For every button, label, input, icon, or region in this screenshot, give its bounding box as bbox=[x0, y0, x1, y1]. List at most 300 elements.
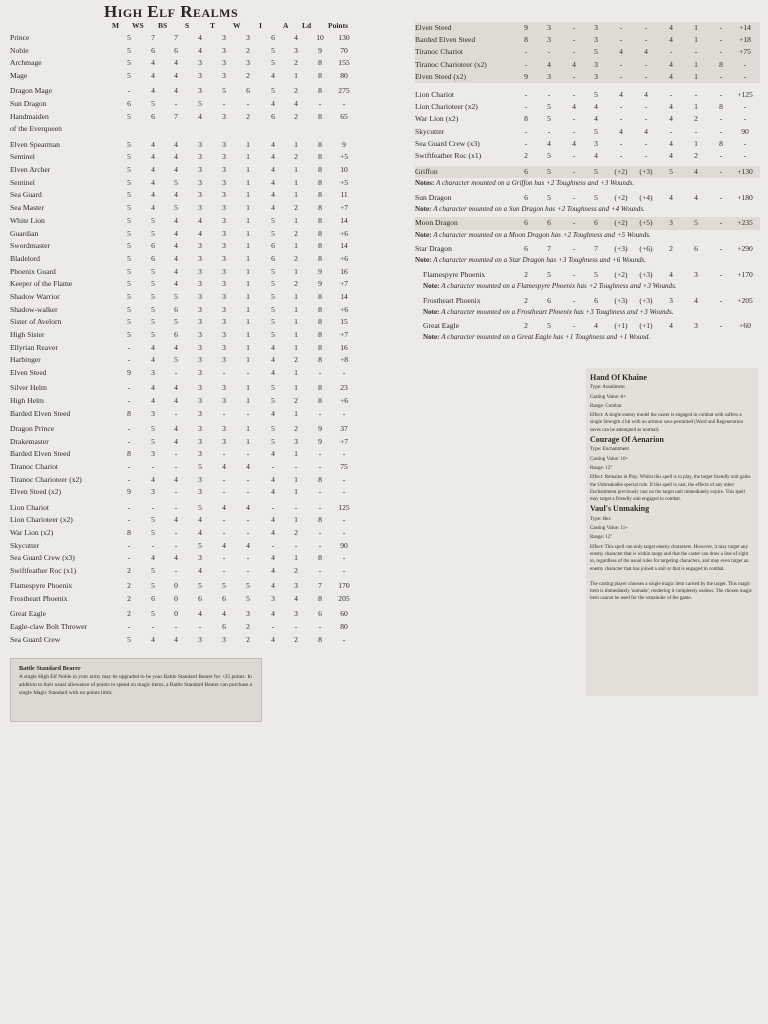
stat-value: 2 bbox=[294, 152, 298, 162]
stat-value: 3 bbox=[222, 228, 226, 238]
stat-value: 3 bbox=[198, 396, 202, 406]
unit-name: Flamespyre Phoenix bbox=[10, 581, 73, 591]
mount-note bbox=[415, 281, 760, 293]
unit-row bbox=[415, 59, 760, 71]
stat-value: 1 bbox=[294, 304, 298, 314]
stat-value: 2 bbox=[294, 566, 298, 576]
note-label: Notes: bbox=[415, 179, 435, 188]
stat-value: - bbox=[524, 47, 528, 57]
stat-value: 3 bbox=[198, 86, 202, 96]
stat-value: 1 bbox=[246, 342, 250, 352]
unit-row bbox=[10, 57, 368, 70]
stat-value: 4 bbox=[174, 515, 178, 525]
stat-value: 5 bbox=[547, 269, 551, 279]
unit-name: Sea Guard Crew (x3) bbox=[10, 553, 75, 563]
unit-name: Swiftfeather Roc (x1) bbox=[10, 566, 77, 576]
battle-standard-title: Battle Standard Bearer bbox=[19, 665, 81, 672]
unit-points: 60 bbox=[340, 609, 348, 619]
unit-points: +6 bbox=[339, 228, 349, 238]
unit-row bbox=[10, 151, 368, 164]
stat-value: 5 bbox=[151, 99, 155, 109]
stat-value: - bbox=[719, 321, 723, 331]
stat-value: - bbox=[127, 462, 131, 472]
stat-value: - bbox=[318, 487, 322, 497]
spell-title: Courage Of Aenarion bbox=[590, 435, 664, 445]
left-unit-table bbox=[10, 32, 368, 646]
stat-value: 1 bbox=[294, 330, 298, 339]
spell-range: Range: Combat bbox=[590, 403, 622, 409]
stat-value: 8 bbox=[318, 291, 322, 301]
stat-value: 2 bbox=[524, 321, 528, 331]
unit-name: Dragon Prince bbox=[10, 424, 55, 433]
column-header: WS bbox=[132, 21, 144, 30]
stat-value: 5 bbox=[127, 215, 131, 225]
stat-value: - bbox=[719, 295, 723, 305]
unit-row bbox=[10, 70, 368, 83]
note-label: Note: bbox=[423, 282, 440, 290]
column-header: Ld bbox=[302, 21, 312, 30]
unit-name: Lion Charioteer (x2) bbox=[10, 515, 73, 525]
spell-casting: Casting Value: 11+ bbox=[590, 526, 629, 532]
stat-value: - bbox=[719, 47, 723, 57]
stat-value: 1 bbox=[246, 177, 250, 187]
stat-value: - bbox=[719, 218, 723, 228]
stat-value: 3 bbox=[222, 436, 226, 446]
column-header: T bbox=[210, 21, 216, 30]
stat-value: 2 bbox=[294, 528, 298, 538]
stat-value: - bbox=[644, 71, 648, 81]
stat-value: 4 bbox=[174, 383, 178, 393]
unit-row bbox=[10, 32, 368, 45]
stat-value: - bbox=[572, 269, 576, 279]
stat-value: 8 bbox=[127, 408, 131, 418]
mount-points: +130 bbox=[737, 167, 753, 177]
stat-value: - bbox=[719, 35, 723, 45]
stat-value: 2 bbox=[127, 566, 131, 576]
unit-name: War Lion (x2) bbox=[10, 528, 54, 538]
stat-value: 5 bbox=[271, 396, 275, 406]
stat-value: 4 bbox=[174, 215, 178, 225]
stat-value: 3 bbox=[222, 203, 226, 213]
unit-points: 75 bbox=[340, 462, 348, 472]
stat-value: 1 bbox=[294, 139, 298, 149]
stat-value: - bbox=[318, 368, 322, 378]
stat-value: 1 bbox=[294, 383, 298, 393]
unit-name: Great Eagle bbox=[10, 609, 47, 619]
stat-value: 6 bbox=[151, 111, 155, 121]
note-label: Note: bbox=[415, 256, 432, 265]
unit-row bbox=[10, 621, 368, 634]
stat-value: 5 bbox=[198, 99, 202, 109]
stat-value: 4 bbox=[246, 540, 250, 550]
stat-value: 1 bbox=[294, 487, 298, 497]
stat-value: 5 bbox=[151, 291, 155, 301]
stat-value: 5 bbox=[127, 330, 131, 339]
stat-value: 3 bbox=[294, 436, 298, 446]
stat-value: 3 bbox=[198, 553, 202, 563]
stat-value: - bbox=[174, 408, 178, 418]
stat-value: 5 bbox=[198, 462, 202, 472]
stat-value: 3 bbox=[222, 317, 226, 327]
stat-value: - bbox=[572, 167, 576, 177]
unit-name: Barded Elven Steed bbox=[415, 35, 476, 45]
stat-value: 2 bbox=[246, 45, 250, 55]
stat-value: 3 bbox=[198, 342, 202, 352]
stat-value: - bbox=[174, 368, 178, 378]
stat-value: 8 bbox=[318, 152, 322, 162]
unit-name: Sea Guard Crew (x3) bbox=[415, 138, 480, 148]
stat-value: 4 bbox=[151, 177, 155, 187]
stat-value: 3 bbox=[222, 71, 226, 81]
stat-value: 5 bbox=[174, 317, 178, 327]
stat-value: 6 bbox=[547, 218, 551, 228]
stat-value: 4 bbox=[271, 553, 275, 563]
stat-value: 5 bbox=[547, 150, 551, 160]
stat-value: 7 bbox=[594, 244, 598, 254]
stat-value: 2 bbox=[127, 609, 131, 619]
stat-value: 3 bbox=[198, 449, 202, 459]
stat-value: 1 bbox=[294, 368, 298, 378]
stat-value: - bbox=[127, 383, 131, 393]
stat-value: 3 bbox=[594, 138, 598, 148]
stat-value: 8 bbox=[318, 396, 322, 406]
stat-value: 5 bbox=[127, 45, 131, 55]
unit-row bbox=[10, 123, 368, 136]
unit-points: 10 bbox=[340, 165, 348, 175]
note-label: Note: bbox=[415, 230, 432, 239]
unit-name: Elven Archer bbox=[10, 165, 51, 175]
stat-value: 5 bbox=[271, 330, 275, 339]
stat-value: 5 bbox=[271, 266, 275, 276]
stat-value: 5 bbox=[127, 71, 131, 81]
stat-value: - bbox=[294, 502, 298, 512]
column-header: A bbox=[283, 21, 289, 30]
stat-value: 3 bbox=[669, 295, 673, 305]
stat-value: 8 bbox=[719, 102, 723, 112]
stat-value: 3 bbox=[222, 241, 226, 251]
mount-points: +235 bbox=[737, 218, 753, 228]
note-text: A character mounted on a Griffon has +2 Toughness and +3 Wounds. bbox=[435, 179, 635, 188]
unit-points: +8 bbox=[339, 355, 349, 365]
stat-value: 6 bbox=[271, 241, 275, 251]
stat-value: 3 bbox=[222, 190, 226, 200]
column-header: I bbox=[259, 21, 262, 30]
stat-value: 3 bbox=[198, 177, 202, 187]
note-label: Note: bbox=[415, 204, 432, 213]
stat-value: - bbox=[644, 114, 648, 124]
stat-value: 4 bbox=[271, 190, 275, 200]
stat-value: - bbox=[222, 528, 226, 538]
stat-value: 1 bbox=[294, 190, 298, 200]
stat-value: 8 bbox=[127, 528, 131, 538]
unit-name: Ellyrian Reaver bbox=[10, 342, 58, 352]
stat-value: - bbox=[318, 462, 322, 472]
stat-value: 3 bbox=[151, 449, 155, 459]
unit-name: War Lion (x2) bbox=[415, 114, 459, 124]
stat-value: - bbox=[694, 126, 698, 136]
stat-value: 3 bbox=[222, 304, 226, 314]
mount-row bbox=[415, 166, 760, 178]
stat-value: 3 bbox=[222, 33, 226, 42]
note-label: Note: bbox=[423, 307, 440, 316]
stat-value: - bbox=[246, 408, 250, 418]
stat-value: 0 bbox=[174, 609, 178, 619]
stat-value: 3 bbox=[198, 424, 202, 433]
stat-value: - bbox=[572, 114, 576, 124]
battle-standard-text: A single High Elf Noble in your army may be upgraded to be your Battle Standard Bearer for +25 points. In addition to their usual allowance of points to spend on magic items, a Battle Standard Bearer can purchase a single Magic Standard with no points limit. bbox=[19, 674, 253, 696]
stat-value: 7 bbox=[547, 244, 551, 254]
stat-value: 1 bbox=[694, 59, 698, 69]
stat-value: 3 bbox=[246, 33, 250, 42]
stat-value: 3 bbox=[547, 23, 551, 32]
stat-value: 1 bbox=[246, 253, 250, 263]
stat-value: 2 bbox=[694, 150, 698, 160]
stat-value: 5 bbox=[127, 203, 131, 213]
unit-name: Sea Master bbox=[10, 203, 44, 213]
stat-value: 4 bbox=[174, 424, 178, 433]
mount-note bbox=[415, 332, 760, 344]
stat-value: 4 bbox=[594, 321, 598, 331]
stat-value: 4 bbox=[198, 215, 202, 225]
stat-value: 1 bbox=[246, 424, 250, 433]
stat-value: - bbox=[246, 474, 250, 484]
stat-value: (+1) bbox=[614, 321, 628, 331]
unit-row bbox=[10, 486, 368, 499]
unit-points: - bbox=[342, 515, 346, 525]
spell-type: Type: Hex bbox=[590, 516, 611, 522]
unit-points: 155 bbox=[338, 58, 350, 68]
stat-value: 4 bbox=[198, 566, 202, 576]
stat-value: 4 bbox=[174, 190, 178, 200]
unit-name: Prince bbox=[10, 33, 30, 42]
stat-value: - bbox=[719, 150, 723, 160]
unit-row bbox=[415, 34, 760, 46]
stat-value: 4 bbox=[572, 138, 576, 148]
spell-title: Vaul's Unmaking bbox=[590, 504, 650, 514]
stat-value: - bbox=[127, 622, 131, 632]
stat-value: 5 bbox=[271, 436, 275, 446]
stat-value: - bbox=[572, 71, 576, 81]
stat-value: 9 bbox=[524, 71, 528, 81]
stat-value: 4 bbox=[669, 269, 673, 279]
stat-value: 5 bbox=[694, 218, 698, 228]
stat-value: 4 bbox=[271, 99, 275, 109]
stat-value: 2 bbox=[294, 355, 298, 365]
stat-value: 4 bbox=[271, 152, 275, 162]
unit-row bbox=[10, 502, 368, 515]
stat-value: - bbox=[271, 540, 275, 550]
unit-points: 125 bbox=[338, 502, 350, 512]
stat-value: 3 bbox=[694, 321, 698, 331]
stat-value: - bbox=[547, 47, 551, 57]
stat-value: 9 bbox=[318, 266, 322, 276]
stat-value: 4 bbox=[174, 279, 178, 289]
stat-value: 3 bbox=[151, 487, 155, 497]
stat-value: 1 bbox=[246, 304, 250, 314]
stat-value: 3 bbox=[294, 581, 298, 591]
stat-value: - bbox=[318, 502, 322, 512]
stat-value: 8 bbox=[318, 139, 322, 149]
stat-value: 4 bbox=[271, 203, 275, 213]
unit-name: Dragon Mage bbox=[10, 86, 52, 96]
stat-value: 6 bbox=[524, 244, 528, 254]
spell-casting: Casting Value: 8+ bbox=[590, 394, 626, 400]
stat-value: 4 bbox=[619, 126, 623, 136]
stat-value: - bbox=[318, 449, 322, 459]
column-header: S bbox=[185, 21, 190, 30]
mount-points: +290 bbox=[737, 244, 753, 254]
stat-value: 5 bbox=[198, 540, 202, 550]
stat-value: - bbox=[174, 99, 178, 109]
stat-value: 4 bbox=[669, 59, 673, 69]
unit-name: of the Everqueen bbox=[10, 124, 62, 134]
stat-value: 4 bbox=[198, 111, 202, 121]
unit-row bbox=[10, 540, 368, 553]
stat-value: 4 bbox=[174, 241, 178, 251]
stat-value: - bbox=[644, 138, 648, 148]
unit-points: - bbox=[342, 487, 346, 497]
stat-value: 3 bbox=[294, 45, 298, 55]
stat-value: 1 bbox=[246, 215, 250, 225]
stat-value: 1 bbox=[294, 165, 298, 175]
stat-value: 5 bbox=[151, 609, 155, 619]
stat-value: 8 bbox=[318, 515, 322, 525]
stat-value: - bbox=[222, 99, 226, 109]
stat-value: 1 bbox=[246, 241, 250, 251]
column-header: M bbox=[112, 21, 120, 30]
stat-value: 4 bbox=[271, 528, 275, 538]
unit-name: Skycutter bbox=[10, 540, 40, 550]
unit-name: Lion Chariot bbox=[10, 502, 50, 512]
mount-note bbox=[415, 255, 760, 267]
unit-points: 65 bbox=[340, 111, 348, 121]
stat-value: 8 bbox=[318, 342, 322, 352]
stat-value: - bbox=[572, 192, 576, 202]
stat-value: - bbox=[198, 622, 202, 632]
stat-value: 4 bbox=[151, 342, 155, 352]
unit-name: Phoenix Guard bbox=[10, 266, 56, 276]
stat-value: - bbox=[127, 396, 131, 406]
unit-name: Swordmaster bbox=[10, 241, 51, 251]
stat-value: - bbox=[294, 462, 298, 472]
unit-row bbox=[10, 85, 368, 98]
unit-points: - bbox=[342, 449, 346, 459]
stat-value: 4 bbox=[198, 515, 202, 525]
column-header: W bbox=[233, 21, 241, 30]
stat-value: - bbox=[174, 528, 178, 538]
stat-value: 1 bbox=[246, 228, 250, 238]
stat-value: 2 bbox=[294, 634, 298, 644]
stat-value: 3 bbox=[694, 269, 698, 279]
stat-value: 1 bbox=[694, 35, 698, 45]
unit-points: 16 bbox=[340, 342, 348, 352]
stat-value: - bbox=[127, 436, 131, 446]
unit-name: Frostheart Phoenix bbox=[10, 594, 68, 604]
stat-value: 5 bbox=[127, 279, 131, 289]
stat-value: 6 bbox=[594, 218, 598, 228]
stat-value: - bbox=[222, 449, 226, 459]
stat-value: - bbox=[318, 540, 322, 550]
stat-value: 2 bbox=[246, 634, 250, 644]
stat-value: - bbox=[719, 192, 723, 202]
stat-value: 2 bbox=[294, 253, 298, 263]
stat-value: 4 bbox=[151, 634, 155, 644]
stat-value: 4 bbox=[271, 177, 275, 187]
stat-value: - bbox=[318, 408, 322, 418]
stat-value: 2 bbox=[294, 203, 298, 213]
stat-value: 4 bbox=[572, 102, 576, 112]
stat-value: 3 bbox=[222, 355, 226, 365]
unit-points: 205 bbox=[338, 594, 350, 604]
stat-value: 8 bbox=[318, 228, 322, 238]
stat-value: 8 bbox=[318, 634, 322, 644]
unit-row bbox=[10, 461, 368, 474]
stat-value: (+3) bbox=[614, 295, 628, 305]
stat-value: - bbox=[246, 487, 250, 497]
stat-value: 6 bbox=[524, 218, 528, 228]
stat-value: 4 bbox=[271, 581, 275, 591]
stat-value: - bbox=[524, 126, 528, 136]
stat-value: 1 bbox=[294, 241, 298, 251]
stat-value: - bbox=[619, 59, 623, 69]
stat-value: 3 bbox=[594, 71, 598, 81]
stat-value: - bbox=[694, 89, 698, 99]
unit-points: 130 bbox=[338, 33, 350, 42]
stat-value: 8 bbox=[318, 86, 322, 96]
stat-value: - bbox=[572, 321, 576, 331]
stat-value: 4 bbox=[151, 139, 155, 149]
stat-value: 5 bbox=[151, 515, 155, 525]
stat-value: - bbox=[644, 102, 648, 112]
stat-value: 5 bbox=[127, 190, 131, 200]
stat-value: 1 bbox=[694, 71, 698, 81]
stat-value: - bbox=[644, 59, 648, 69]
stat-value: 3 bbox=[198, 203, 202, 213]
stat-value: 1 bbox=[246, 190, 250, 200]
stat-value: 2 bbox=[294, 58, 298, 68]
stat-value: 9 bbox=[127, 368, 131, 378]
stat-value: 4 bbox=[174, 152, 178, 162]
stat-value: 1 bbox=[294, 553, 298, 563]
mount-row bbox=[415, 217, 760, 229]
stat-value: 6 bbox=[246, 86, 250, 96]
unit-points: 37 bbox=[340, 424, 348, 433]
stat-value: 5 bbox=[127, 228, 131, 238]
unit-name: Bladelord bbox=[10, 253, 40, 263]
stat-value: 1 bbox=[294, 449, 298, 459]
stat-value: 4 bbox=[547, 59, 551, 69]
stat-value: - bbox=[524, 102, 528, 112]
stat-value: 6 bbox=[151, 241, 155, 251]
stat-value: 8 bbox=[318, 594, 322, 604]
unit-name: Keeper of the Flame bbox=[10, 279, 73, 289]
stat-value: (+6) bbox=[639, 244, 653, 254]
unit-points: 80 bbox=[340, 71, 348, 81]
stat-value: 5 bbox=[246, 594, 250, 604]
stat-value: - bbox=[222, 553, 226, 563]
unit-row bbox=[10, 608, 368, 621]
stat-value: - bbox=[719, 89, 723, 99]
stat-value: 7 bbox=[174, 33, 178, 42]
stat-value: 4 bbox=[271, 515, 275, 525]
stat-value: 3 bbox=[198, 487, 202, 497]
stat-value: 4 bbox=[174, 71, 178, 81]
stat-value: (+1) bbox=[639, 321, 653, 331]
stat-value: 3 bbox=[222, 342, 226, 352]
stat-value: 4 bbox=[174, 58, 178, 68]
stat-value: 5 bbox=[127, 177, 131, 187]
stat-value: 4 bbox=[174, 139, 178, 149]
